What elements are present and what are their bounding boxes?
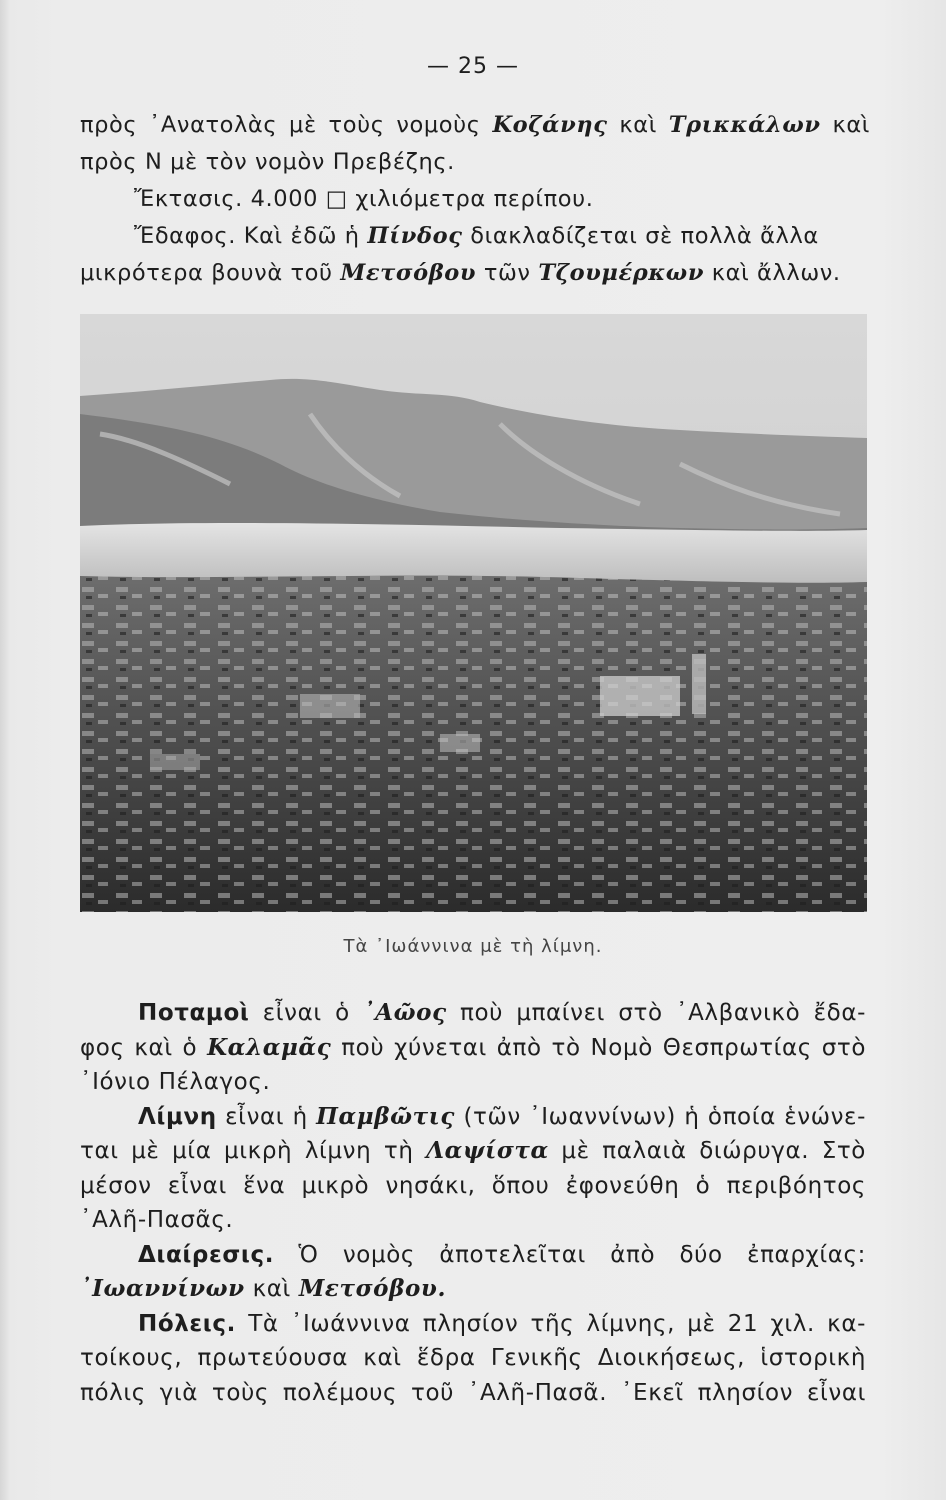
place-name: Κοζάνης (492, 112, 608, 138)
text-line (80, 218, 870, 255)
place-name: Τζουμέρκων (538, 260, 705, 286)
intro-text (80, 107, 870, 292)
building (440, 734, 480, 752)
text-line (80, 1100, 866, 1135)
text-line: πρὸς Ν μὲ τὸν νομὸν Πρεβέζης. (80, 149, 455, 175)
page-number: — 25 — (427, 54, 519, 79)
text-line (80, 996, 866, 1031)
ioannina-lake-photo (80, 314, 867, 912)
text-span: καὶ (244, 1276, 299, 1302)
text-span: Ὁ νομὸς ἀποτελεῖται ἀπὸ δύο ἐπαρχίας: (274, 1241, 866, 1268)
text-span: Τὰ ᾿Ιωάννινα πλησίον τῆς λίμνης, μὲ 21 χιλ. κα- (235, 1310, 866, 1337)
heading-word: Ποταμοὶ (138, 1000, 250, 1026)
text-line (80, 1272, 866, 1307)
text-line: πόλις γιὰ τοὺς πολέμους τοῦ ᾿Αλῆ-Πασᾶ. ᾿Εκεῖ πλησίον εἶναι (80, 1379, 866, 1406)
building (150, 754, 200, 770)
place-name: Τρικκάλων (668, 112, 821, 138)
place-name: Μετσόβου (340, 260, 477, 286)
text-span: μικρότερα βουνὰ τοῦ (80, 260, 341, 286)
text-line (80, 1031, 866, 1066)
heading-word: Διαίρεσις. (138, 1241, 275, 1268)
text-span: καὶ (607, 112, 669, 138)
text-line (80, 107, 870, 144)
text-span: διακλαδίζεται σὲ πολλὰ ἄλλα (462, 223, 819, 249)
text-span: ται μὲ μία μικρὴ λίμνη τὴ (80, 1138, 427, 1164)
text-span: καὶ (820, 112, 871, 138)
text-span: ποὺ χύνεται ἀπὸ τὸ Νομὸ Θεσπρωτίας στὸ (331, 1034, 866, 1061)
text-span: εἶναι ὁ (249, 1000, 364, 1026)
text-line: ᾿Ιόνιο Πέλαγος. (80, 1069, 271, 1095)
text-span: φος καὶ ὁ (80, 1034, 208, 1061)
text-line (80, 255, 870, 292)
river-name: ᾿Αῶος (363, 999, 447, 1026)
text-line: Ἔκτασις. 4.000 □ χιλιόμετρα περίπου. (134, 186, 594, 212)
river-name: Καλαμᾶς (207, 1033, 332, 1061)
building (300, 694, 360, 718)
heading-word: Λίμνη (138, 1103, 217, 1130)
text-span: καὶ ἄλλων. (704, 260, 841, 286)
lake-name: Παμβῶτις (316, 1102, 456, 1130)
text-span: πρὸς ᾿Ανατολὰς μὲ τοὺς νομοὺς (80, 112, 493, 138)
photo-illustration (80, 314, 867, 912)
text-span: τῶν (476, 260, 539, 286)
text-line: τοίκους, πρωτεύουσα καὶ ἕδρα Γενικῆς Διοικήσεως, ἱστορικὴ (80, 1345, 866, 1371)
minaret (692, 654, 706, 714)
text-line (80, 1307, 866, 1342)
building (600, 676, 680, 716)
province-name: ᾿Ιωαννίνων (80, 1275, 245, 1302)
text-line: ᾿Αλῆ-Πασᾶς. (80, 1207, 234, 1233)
place-name: Πίνδος (367, 223, 463, 249)
province-name: Μετσόβου. (298, 1275, 447, 1302)
text-span: μὲ παλαιὰ διώρυγα. Στὸ (548, 1138, 866, 1164)
heading-word: Πόλεις. (138, 1310, 236, 1337)
text-line (80, 1134, 866, 1169)
text-span: ποὺ μπαίνει στὸ ᾿Αλβανικὸ ἔδα- (446, 1000, 866, 1026)
text-span: (τῶν ᾿Ιωαννίνων) ἡ ὁποία ἑνώνε- (455, 1103, 866, 1130)
body-text (80, 996, 866, 1410)
text-line: μέσον εἶναι ἕνα μικρὸ νησάκι, ὅπου ἐφονεύθη ὁ περιβόητος (80, 1172, 866, 1199)
text-span: Ἔδαφος. Καὶ ἐδῶ ἡ (134, 223, 368, 249)
lake-name: Λαψίστα (426, 1137, 549, 1164)
lake (80, 523, 867, 584)
photo-caption: Τὰ ᾿Ιωάννινα μὲ τὴ λίμνη. (343, 936, 603, 957)
text-line (80, 1238, 866, 1273)
text-span: εἶναι ἡ (216, 1103, 317, 1130)
